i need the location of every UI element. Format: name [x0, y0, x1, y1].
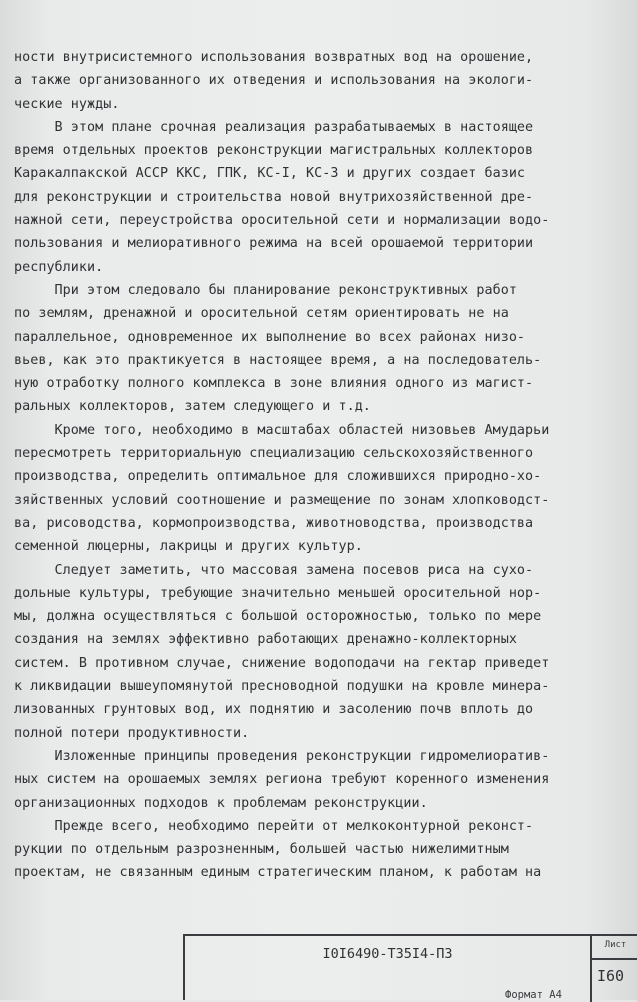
text-line: систем. В противном случае, снижение водоподачи на гектар приведет — [14, 655, 550, 671]
document-code: I0I6490-Т35I4-П3 — [322, 946, 453, 962]
text-line: нажной сети, переустройства оросительной сети и нормализации водо- — [14, 213, 550, 229]
text-line: а также организованного их отведения и использования на экологи- — [14, 73, 534, 89]
text-line: вьев, как это практикуется в настоящее время, а на последователь- — [14, 352, 542, 368]
format-label: Формат А4 — [505, 989, 562, 1001]
text-line: для реконструкции и строительства новой внутрихозяйственной дре- — [14, 189, 534, 205]
text-line: полной потери продуктивности. — [14, 725, 250, 741]
text-line: проектам, не связанным единым стратегическим планом, к работам на — [14, 865, 542, 881]
text-line: В этом плане срочная реализация разрабатываемых в настоящее — [14, 119, 534, 135]
text-line: республики. — [14, 259, 104, 275]
text-line: Каракалпакской АССР ККС, ГПК, КС-I, КС-3 и других создает базис — [14, 166, 526, 182]
text-line: лизованных грунтовых вод, их поднятию и засолению почв вплоть до — [14, 702, 534, 718]
text-line: зяйственных условий соотношение и размещение по зонам хлопководст- — [14, 492, 550, 508]
sheet-number: I60 — [597, 967, 625, 985]
sheet-label: Лист — [604, 940, 627, 950]
text-line: ности внутрисистемного использования возвратных вод на орошение, — [14, 50, 534, 65]
text-line: При этом следовало бы планирование реконструктивных работ — [14, 282, 517, 298]
text-line: параллельное, одновременное их выполнение во всех районах низо- — [14, 329, 526, 345]
text-line: организационных подходов к проблемам реконструкции. — [14, 795, 428, 811]
title-block-frame — [183, 934, 637, 1000]
text-line: Кроме того, необходимо в масштабах областей низовьев Амударьи — [14, 422, 550, 438]
text-line: рукции по отдельным разрозненным, большей частью нижелимитным — [14, 842, 509, 858]
text-line: Следует заметить, что массовая замена посевов риса на сухо- — [14, 562, 534, 578]
text-line: к ликвидации вышеупомянутой пресноводной подушки на кровле минера- — [14, 679, 550, 695]
text-line: производства, определить оптимальное для сложившихся природно-хо- — [14, 469, 542, 485]
document-body-text — [14, 46, 614, 885]
text-line: по землям, дренажной и оросительной сетям ориентировать не на — [14, 306, 509, 322]
text-line: Прежде всего, необходимо перейти от мелкоконтурной реконст- — [14, 818, 534, 834]
text-line: ческие нужды. — [14, 96, 120, 112]
text-line: ных систем на орошаемых землях региона требуют коренного изменения — [14, 772, 550, 788]
text-line: ва, рисоводства, кормопроизводства, животноводства, производства — [14, 515, 534, 531]
text-line: мы, должна осуществляться с большой осторожностью, только по мере — [14, 609, 542, 625]
text-line: дольные культуры, требующие значительно меньшей оросительной нор- — [14, 585, 542, 601]
text-line: создания на землях эффективно работающих дренажно-коллекторных — [14, 632, 517, 648]
text-line: время отдельных проектов реконструкции магистральных коллекторов — [14, 143, 534, 159]
text-line: ную отработку полного комплекса в зоне влияния одного из магист- — [14, 376, 534, 392]
text-line: пользования и мелиоративного режима на всей орошаемой территории — [14, 236, 534, 252]
text-line: Изложенные принципы проведения реконструкции гидромелиоратив- — [14, 748, 550, 764]
text-line: пересмотреть территориальную специализацию сельскохозяйственного — [14, 446, 534, 462]
text-line: семенной люцерны, лакрицы и других культур. — [14, 539, 363, 555]
text-line: ральных коллекторов, затем следующего и т.д. — [14, 399, 371, 415]
sheet-cell-separator — [592, 958, 637, 960]
